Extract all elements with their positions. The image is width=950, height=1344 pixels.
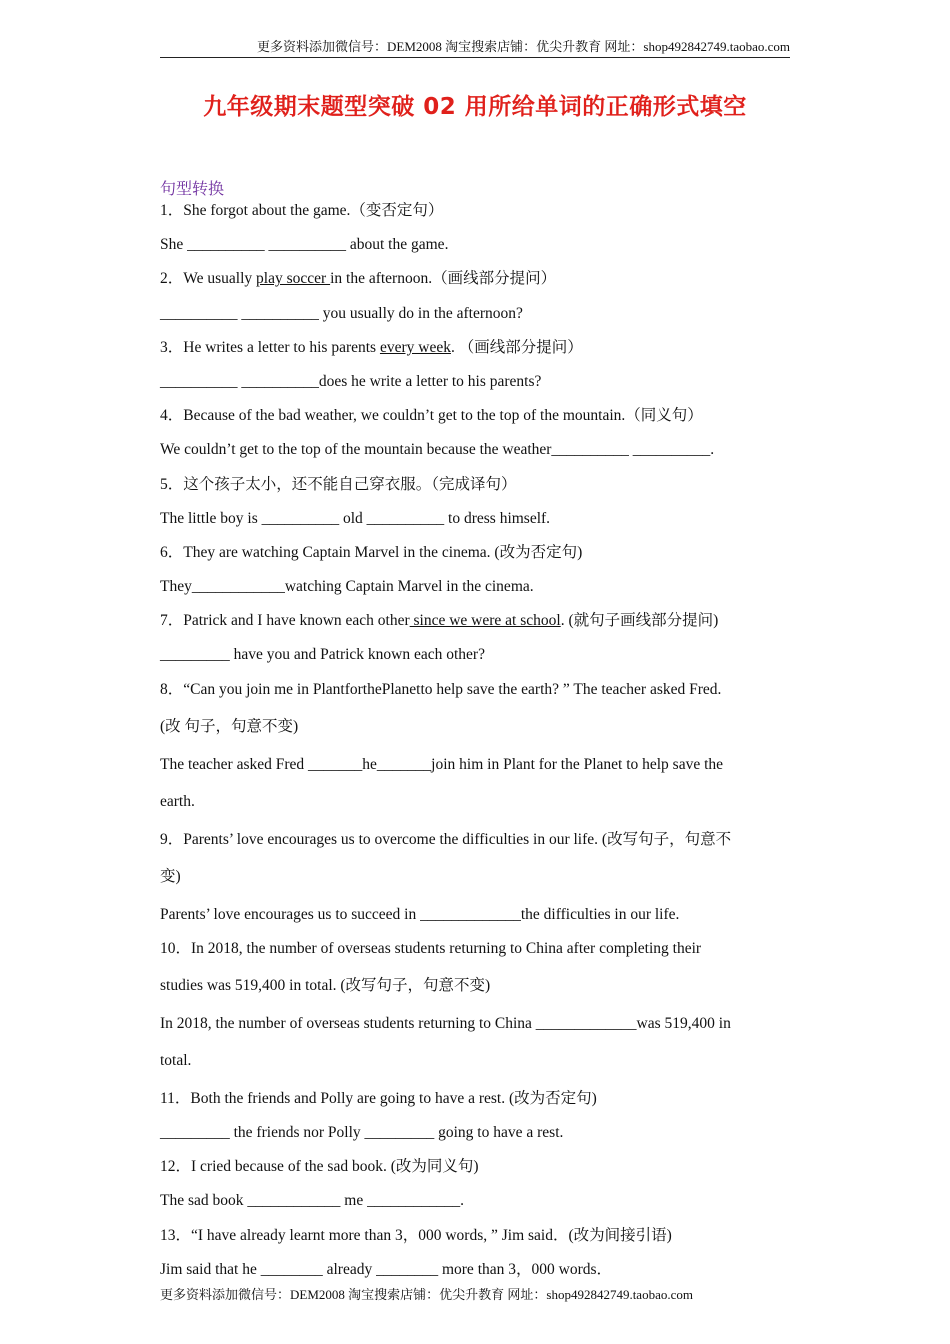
text-line [160, 336, 785, 370]
text-line [160, 828, 785, 866]
line-text: 13．“I have already learnt more than 3，000 words, ” Jim said．(改为间接引语) [160, 1226, 672, 1244]
line-text-tail: . (就句子画线部分提问) [560, 612, 719, 630]
text-line [160, 473, 785, 507]
line-text: 8．“Can you join me in PlantforthePlanetto help save the earth? ” The teacher asked Fred. [160, 680, 722, 698]
page-footer: 更多资料添加微信号：DEM2008 淘宝搜索店铺：优尖升教育 网址：shop492842749.taobao.com [160, 1287, 693, 1302]
line-text: They____________watching Captain Marvel in the cinema. [160, 578, 534, 596]
line-text: __________ __________ you usually do in the afternoon? [160, 304, 523, 322]
line-text: (改 句子，句意不变) [160, 718, 299, 736]
text-line [160, 865, 785, 903]
line-text: 变) [160, 868, 181, 886]
line-text: 5．这个孩子太小，还不能自己穿衣服。（完成译句） [160, 475, 517, 493]
line-text: 4．Because of the bad weather, we couldn’t get to the top of the mountain.（同义句） [160, 407, 703, 425]
line-text: The teacher asked Fred _______he_______join him in Plant for the Planet to help save the [160, 755, 724, 773]
line-text: _________ the friends nor Polly _________ going to have a rest. [160, 1124, 564, 1141]
underlined-phrase: every week [379, 338, 451, 356]
line-text: Jim said that he ________ already ________ more than 3，000 words． [160, 1260, 613, 1278]
text-line [160, 438, 785, 472]
text-line [160, 790, 785, 828]
page-header: 更多资料添加微信号：DEM2008 淘宝搜索店铺：优尖升教育 网址：shop492842749.taobao.com [160, 38, 790, 58]
page-title: 九年级期末题型突破 02 用所给单词的正确形式填空 [203, 94, 747, 120]
text-line [160, 1087, 785, 1121]
text-line [160, 937, 785, 975]
underlined-phrase: play soccer [256, 270, 331, 288]
text-line [160, 1121, 785, 1155]
text-line [160, 1155, 785, 1189]
text-line [160, 715, 785, 753]
line-text: 10．In 2018, the number of overseas students returning to China after completing their [160, 939, 702, 957]
text-line [160, 903, 785, 937]
line-text: In 2018, the number of overseas students returning to China _____________was 519,400 in [160, 1014, 731, 1032]
text-line [160, 302, 785, 336]
line-text: __________ __________does he write a letter to his parents? [160, 372, 542, 390]
text-line [160, 575, 785, 609]
text-line [160, 370, 785, 404]
line-text: earth. [160, 793, 195, 811]
line-text: 1．She forgot about the game.（变否定句） [160, 202, 444, 219]
text-line [160, 541, 785, 575]
text-line [160, 974, 785, 1012]
text-line [160, 609, 785, 643]
line-text: _________ have you and Patrick known each other? [160, 646, 485, 664]
line-text: 11．Both the friends and Polly are going to have a rest. (改为否定句) [160, 1089, 597, 1107]
text-line [160, 1189, 785, 1223]
line-text: 12．I cried because of the sad book. (改为同义句) [160, 1158, 479, 1176]
line-text: 6．They are watching Captain Marvel in the cinema. (改为否定句) [160, 543, 583, 561]
line-text: We couldn’t get to the top of the mountain because the weather__________ __________. [160, 441, 715, 459]
line-text: Parents’ love encourages us to succeed in _____________the difficulties in our life. [160, 905, 680, 923]
line-text: 9．Parents’ love encourages us to overcome the difficulties in our life. (改写句子，句意不 [160, 830, 732, 848]
text-line [160, 643, 785, 677]
underlined-phrase: since we were at school [409, 612, 561, 630]
line-text: total. [160, 1052, 192, 1070]
line-text: studies was 519,400 in total. (改写句子，句意不变) [160, 977, 491, 995]
line-text: The sad book ____________ me ____________. [160, 1192, 464, 1210]
text-line [160, 678, 785, 716]
line-text: The little boy is __________ old __________ to dress himself. [160, 509, 551, 527]
text-line [160, 404, 785, 438]
text-line [160, 233, 785, 267]
text-line [160, 1049, 785, 1087]
line-text: 2．We usually [160, 270, 257, 288]
exercise-content [160, 199, 785, 1292]
line-text: 7．Patrick and I have known each other [160, 612, 410, 630]
line-text-tail: . （画线部分提问） [450, 338, 583, 356]
line-text: 3．He writes a letter to his parents [160, 338, 380, 356]
text-line [160, 267, 785, 301]
text-line [160, 1012, 785, 1050]
line-text-tail: in the afternoon.（画线部分提问） [330, 270, 557, 288]
section-title: 句型转换 [160, 179, 225, 198]
line-text: She __________ __________ about the game. [160, 236, 449, 254]
text-line [160, 507, 785, 541]
text-line [160, 753, 785, 791]
text-line [160, 1224, 785, 1258]
text-line [160, 199, 785, 233]
